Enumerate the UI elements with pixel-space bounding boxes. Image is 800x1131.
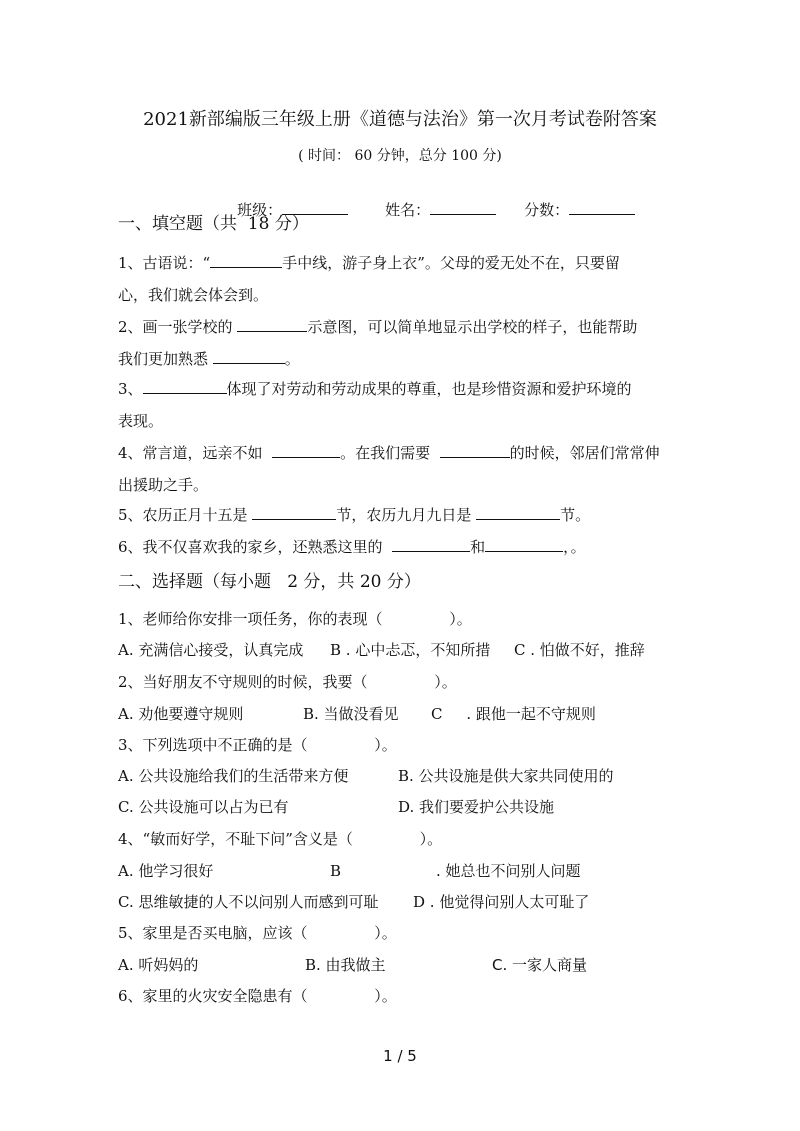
- score-field: [505, 180, 635, 240]
- q1-4-blank-2[interactable]: [440, 443, 510, 458]
- name-label: 姓名：: [385, 201, 431, 219]
- q1-2-blank-2[interactable]: [213, 349, 285, 364]
- q1-2-blank-1[interactable]: [237, 317, 307, 332]
- q2-3-option-b[interactable]: B. 公共设施是供大家共同使用的: [398, 767, 614, 785]
- class-label: 班级：: [237, 201, 283, 219]
- q2-2-option-b[interactable]: B. 当做没看见: [303, 705, 399, 723]
- q2-5-stem: 5、家里是否买电脑，应该（ ）。: [118, 924, 397, 942]
- q2-2-option-a[interactable]: A. 劝他要遵守规则: [118, 705, 244, 723]
- q2-3-stem: 3、下列选项中不正确的是（ ）。: [118, 736, 397, 754]
- section1-heading: 一、填空题（共 18 分）: [118, 214, 309, 234]
- q2-5-option-a[interactable]: A. 听妈妈的: [118, 956, 199, 974]
- q2-1-option-a[interactable]: A. 充满信心接受，认真完成: [118, 641, 304, 659]
- q2-4-option-b[interactable]: B: [330, 862, 342, 880]
- q1-2-line1: 2、画一张学校的 示意图，可以简单地显示出学校的样子，也能帮助: [118, 318, 638, 336]
- q1-6-blank-1[interactable]: [392, 537, 470, 552]
- q2-4-option-d[interactable]: D . 他觉得问别人太可耻了: [413, 893, 590, 911]
- q2-1-stem: 1、老师给你安排一项任务，你的表现（ ）。: [118, 610, 472, 628]
- q2-1-option-b[interactable]: B . 心中忐忑，不知所措: [330, 641, 491, 659]
- q2-2-option-c[interactable]: C . 跟他一起不守规则: [431, 705, 596, 723]
- page-number: 1 / 5: [383, 1047, 417, 1065]
- q1-1-line1: 1、古语说：“ 手中线，游子身上衣”。父母的爱无处不在，只要留: [118, 254, 620, 272]
- name-field: [366, 180, 496, 240]
- q2-1-option-c[interactable]: C . 怕做不好，推辞: [514, 641, 645, 659]
- q1-1-blank[interactable]: [210, 253, 282, 268]
- q2-3-option-a[interactable]: A. 公共设施给我们的生活带来方便: [118, 767, 349, 785]
- q2-3-option-d[interactable]: D. 我们要爱护公共设施: [398, 798, 555, 816]
- q2-5-option-b[interactable]: B. 由我做主: [305, 956, 386, 974]
- q2-4-option-c[interactable]: C. 思维敏捷的人不以问别人而感到可耻: [118, 893, 379, 911]
- q1-3-line2: 表现。: [118, 412, 164, 430]
- exam-title: 2021新部编版三年级上册《道德与法治》第一次月考试卷附答案: [143, 109, 657, 130]
- q2-6-stem: 6、家里的火灾安全隐患有（ ）。: [118, 987, 397, 1005]
- q2-4-option-a[interactable]: A. 他学习很好: [118, 862, 214, 880]
- name-blank[interactable]: [430, 200, 496, 215]
- q2-4-stem: 4、“敏而好学，不耻下问”含义是（ ）。: [118, 830, 443, 848]
- q1-4-line2: 出援助之手。: [118, 476, 209, 494]
- q2-3-option-c[interactable]: C. 公共设施可以占为已有: [118, 798, 289, 816]
- q2-5-option-c[interactable]: C. 一家人商量: [492, 956, 588, 974]
- q1-3-line1: 3、 体现了对劳动和劳动成果的尊重，也是珍惜资源和爱护环境的: [118, 380, 632, 398]
- q1-1-line2: 心，我们就会体会到。: [118, 286, 269, 304]
- q1-4-line1: 4、常言道，远亲不如 。在我们需要 的时候，邻居们常常伸: [118, 444, 660, 462]
- q1-5-line: 5、农历正月十五是 节，农历九月九日是 节。: [118, 506, 591, 524]
- q1-5-blank-2[interactable]: [476, 505, 560, 520]
- score-label: 分数：: [524, 201, 570, 219]
- section2-heading: 二、选择题（每小题 2 分，共 20 分）: [118, 572, 421, 592]
- q2-2-stem: 2、当好朋友不守规则的时候，我要（ ）。: [118, 673, 457, 691]
- score-blank[interactable]: [569, 200, 635, 215]
- q1-6-blank-2[interactable]: [485, 537, 563, 552]
- q1-4-blank-1[interactable]: [272, 443, 340, 458]
- q1-5-blank-1[interactable]: [252, 505, 336, 520]
- q1-6-line: 6、我不仅喜欢我的家乡，还熟悉这里的 和 ，。: [118, 538, 586, 556]
- exam-time-info: ( 时间： 60 分钟，总分 100 分): [298, 148, 502, 164]
- q1-3-blank[interactable]: [143, 379, 227, 394]
- q2-4-option-b-text: . 她总也不问别人问题: [436, 862, 581, 880]
- q1-2-line2: 我们更加熟悉 。: [118, 350, 300, 368]
